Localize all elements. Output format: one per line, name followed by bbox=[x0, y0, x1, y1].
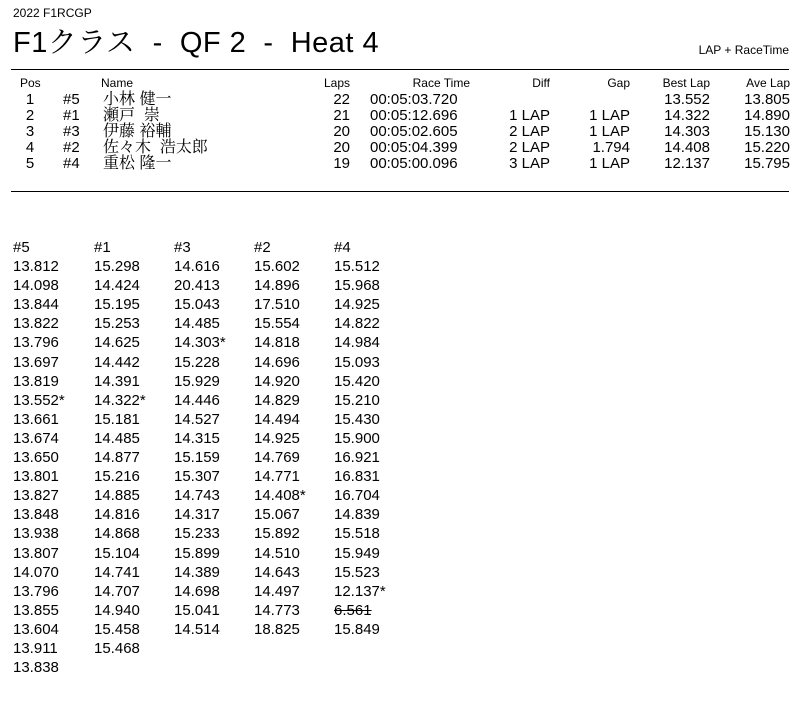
lap-column-header: #2 bbox=[254, 239, 271, 256]
lap-time: 14.625 bbox=[94, 334, 140, 352]
lap-time: 13.827 bbox=[13, 487, 59, 505]
lap-time: 14.925 bbox=[254, 429, 300, 447]
result-diff: 2 LAP bbox=[509, 139, 550, 156]
lap-time: 14.773 bbox=[254, 601, 300, 619]
lap-time: 17.510 bbox=[254, 296, 300, 314]
event-name: 2022 F1RCGP bbox=[13, 6, 92, 20]
lap-time: 15.512 bbox=[334, 258, 380, 276]
result-best-lap: 13.552 bbox=[664, 91, 710, 108]
lap-time: 14.769 bbox=[254, 449, 300, 467]
lap-time: 14.696 bbox=[254, 353, 300, 371]
lap-time: 13.674 bbox=[13, 429, 59, 447]
lap-time: 15.298 bbox=[94, 258, 140, 276]
result-name: 重松 隆一 bbox=[103, 155, 172, 172]
lap-time: 14.494 bbox=[254, 410, 300, 428]
lap-time: 18.825 bbox=[254, 620, 300, 638]
lap-time: 13.661 bbox=[13, 410, 59, 428]
result-best-lap: 12.137 bbox=[664, 155, 710, 172]
lap-time: 15.043 bbox=[174, 296, 220, 314]
lap-time: 15.307 bbox=[174, 468, 220, 486]
result-diff: 2 LAP bbox=[509, 123, 550, 140]
lap-time: 14.896 bbox=[254, 277, 300, 295]
lap-time: 14.818 bbox=[254, 334, 300, 352]
result-diff: 1 LAP bbox=[509, 107, 550, 124]
result-laps: 20 bbox=[333, 123, 350, 140]
lap-time: 13.552* bbox=[13, 391, 65, 409]
lap-column bbox=[174, 238, 226, 639]
result-race-time: 00:05:03.720 bbox=[370, 91, 458, 108]
result-ave-lap: 14.890 bbox=[744, 107, 790, 124]
result-row bbox=[0, 108, 800, 124]
result-no: #3 bbox=[63, 123, 80, 140]
lap-column-header: #1 bbox=[94, 239, 111, 256]
result-pos: 5 bbox=[25, 155, 35, 172]
lap-time: 14.389 bbox=[174, 563, 220, 581]
result-best-lap: 14.408 bbox=[664, 139, 710, 156]
lap-time: 15.093 bbox=[334, 353, 380, 371]
lap-time: 14.485 bbox=[174, 315, 220, 333]
lap-time: 15.968 bbox=[334, 277, 380, 295]
result-diff: 3 LAP bbox=[509, 155, 550, 172]
lap-time: 20.413 bbox=[174, 277, 220, 295]
lap-time: 14.940 bbox=[94, 601, 140, 619]
lap-time: 14.442 bbox=[94, 353, 140, 371]
lap-column bbox=[334, 238, 386, 639]
lap-time: 13.697 bbox=[13, 353, 59, 371]
col-header-gap: Gap bbox=[607, 76, 630, 90]
lap-time: 15.602 bbox=[254, 258, 300, 276]
result-ave-lap: 15.220 bbox=[744, 139, 790, 156]
result-gap: 1 LAP bbox=[589, 123, 630, 140]
result-no: #4 bbox=[63, 155, 80, 172]
lap-time: 15.949 bbox=[334, 544, 380, 562]
lap-time: 14.616 bbox=[174, 258, 220, 276]
lap-time: 14.446 bbox=[174, 391, 220, 409]
lap-time: 14.698 bbox=[174, 582, 220, 600]
lap-time: 14.885 bbox=[94, 487, 140, 505]
timing-mode: LAP + RaceTime bbox=[698, 43, 789, 57]
col-header-laps: Laps bbox=[323, 76, 350, 90]
lap-time: 14.317 bbox=[174, 506, 220, 524]
result-name: 小林 健一 bbox=[103, 91, 172, 108]
lap-time: 14.920 bbox=[254, 372, 300, 390]
result-name: 佐々木 浩太郎 bbox=[103, 139, 208, 156]
result-gap: 1 LAP bbox=[589, 107, 630, 124]
result-row bbox=[0, 124, 800, 140]
result-best-lap: 14.303 bbox=[664, 123, 710, 140]
result-gap: 1 LAP bbox=[589, 155, 630, 172]
result-race-time: 00:05:02.605 bbox=[370, 123, 458, 140]
result-race-time: 00:05:04.399 bbox=[370, 139, 458, 156]
lap-time: 13.911 bbox=[13, 639, 58, 657]
lap-time: 13.807 bbox=[13, 544, 59, 562]
lap-time: 15.195 bbox=[94, 296, 140, 314]
lap-time: 14.303* bbox=[174, 334, 226, 352]
lap-column-header: #4 bbox=[334, 239, 351, 256]
lap-time: 15.518 bbox=[334, 525, 380, 543]
lap-time: 15.468 bbox=[94, 639, 140, 657]
lap-column bbox=[94, 238, 146, 658]
results-rule bbox=[11, 191, 789, 192]
result-laps: 21 bbox=[333, 107, 350, 124]
lap-column-header: #5 bbox=[13, 239, 30, 256]
lap-time: 14.822 bbox=[334, 315, 380, 333]
lap-time: 16.831 bbox=[334, 468, 380, 486]
result-pos: 2 bbox=[25, 107, 35, 124]
lap-time: 14.877 bbox=[94, 449, 140, 467]
lap-time: 14.925 bbox=[334, 296, 380, 314]
result-ave-lap: 15.795 bbox=[744, 155, 790, 172]
lap-time: 15.233 bbox=[174, 525, 220, 543]
col-header-diff: Diff bbox=[532, 76, 550, 90]
result-race-time: 00:05:12.696 bbox=[370, 107, 458, 124]
lap-time: 14.070 bbox=[13, 563, 59, 581]
lap-time: 14.497 bbox=[254, 582, 300, 600]
lap-time: 15.899 bbox=[174, 544, 220, 562]
lap-time: 14.391 bbox=[94, 372, 140, 390]
lap-time: 14.510 bbox=[254, 544, 300, 562]
lap-time: 14.527 bbox=[174, 410, 220, 428]
lap-time: 15.228 bbox=[174, 353, 220, 371]
lap-time: 13.848 bbox=[13, 506, 59, 524]
lap-time: 15.430 bbox=[334, 410, 380, 428]
lap-time: 15.181 bbox=[94, 410, 140, 428]
result-laps: 20 bbox=[333, 139, 350, 156]
lap-time: 15.900 bbox=[334, 429, 380, 447]
header-rule bbox=[11, 69, 789, 70]
lap-column bbox=[13, 238, 65, 677]
lap-time: 14.408* bbox=[254, 487, 306, 505]
col-header-best-lap: Best Lap bbox=[662, 76, 710, 90]
lap-time: 14.643 bbox=[254, 563, 300, 581]
lap-time: 14.868 bbox=[94, 525, 140, 543]
result-row bbox=[0, 156, 800, 172]
result-best-lap: 14.322 bbox=[664, 107, 710, 124]
lap-time: 13.844 bbox=[13, 296, 59, 314]
lap-time: 14.741 bbox=[94, 563, 140, 581]
result-no: #5 bbox=[63, 91, 80, 108]
lap-time: 14.839 bbox=[334, 506, 380, 524]
lap-time: 14.424 bbox=[94, 277, 140, 295]
lap-column bbox=[254, 238, 306, 639]
result-laps: 19 bbox=[333, 155, 350, 172]
lap-time: 14.322* bbox=[94, 391, 146, 409]
lap-time: 14.816 bbox=[94, 506, 140, 524]
lap-time: 13.855 bbox=[13, 601, 59, 619]
lap-time: 15.216 bbox=[94, 468, 140, 486]
lap-time: 15.067 bbox=[254, 506, 300, 524]
lap-time: 14.771 bbox=[254, 468, 300, 486]
lap-time: 6.561 bbox=[334, 601, 372, 619]
lap-time: 15.420 bbox=[334, 372, 380, 390]
lap-time: 15.253 bbox=[94, 315, 140, 333]
lap-time: 15.892 bbox=[254, 525, 300, 543]
lap-time: 13.938 bbox=[13, 525, 59, 543]
result-no: #1 bbox=[63, 107, 80, 124]
result-pos: 4 bbox=[25, 139, 35, 156]
result-laps: 22 bbox=[333, 91, 350, 108]
result-gap: 1.794 bbox=[592, 139, 630, 156]
lap-time: 15.849 bbox=[334, 620, 380, 638]
page-title: F1クラス - QF 2 - Heat 4 bbox=[13, 27, 380, 59]
result-name: 瀬戸 崇 bbox=[103, 107, 160, 124]
lap-time: 14.315 bbox=[174, 429, 220, 447]
lap-time: 13.604 bbox=[13, 620, 59, 638]
lap-time: 15.041 bbox=[174, 601, 220, 619]
result-race-time: 00:05:00.096 bbox=[370, 155, 458, 172]
lap-time: 13.650 bbox=[13, 449, 59, 467]
lap-column-header: #3 bbox=[174, 239, 191, 256]
result-ave-lap: 15.130 bbox=[744, 123, 790, 140]
lap-time: 12.137* bbox=[334, 582, 386, 600]
result-ave-lap: 13.805 bbox=[744, 91, 790, 108]
lap-time: 14.707 bbox=[94, 582, 140, 600]
lap-time: 16.921 bbox=[334, 449, 380, 467]
lap-time: 14.829 bbox=[254, 391, 300, 409]
col-header-pos: Pos bbox=[20, 76, 41, 90]
col-header-race-time: Race Time bbox=[412, 76, 470, 90]
lap-time: 13.796 bbox=[13, 582, 59, 600]
lap-time: 15.104 bbox=[94, 544, 140, 562]
result-name: 伊藤 裕輔 bbox=[103, 123, 172, 140]
lap-time: 13.822 bbox=[13, 315, 59, 333]
result-row bbox=[0, 92, 800, 108]
lap-time: 14.098 bbox=[13, 277, 59, 295]
lap-time: 14.514 bbox=[174, 620, 220, 638]
lap-time: 13.838 bbox=[13, 659, 59, 677]
lap-time: 14.984 bbox=[334, 334, 380, 352]
lap-time: 13.801 bbox=[13, 468, 59, 486]
lap-time: 14.485 bbox=[94, 429, 140, 447]
lap-time: 15.554 bbox=[254, 315, 300, 333]
col-header-ave-lap: Ave Lap bbox=[746, 76, 790, 90]
result-row bbox=[0, 140, 800, 156]
lap-time: 15.929 bbox=[174, 372, 220, 390]
lap-time: 13.819 bbox=[13, 372, 59, 390]
result-pos: 1 bbox=[25, 91, 35, 108]
col-header-name: Name bbox=[101, 76, 134, 90]
lap-time: 15.458 bbox=[94, 620, 140, 638]
lap-time: 16.704 bbox=[334, 487, 380, 505]
lap-time: 15.523 bbox=[334, 563, 380, 581]
lap-time: 13.796 bbox=[13, 334, 59, 352]
result-pos: 3 bbox=[25, 123, 35, 140]
lap-time: 14.743 bbox=[174, 487, 220, 505]
result-no: #2 bbox=[63, 139, 80, 156]
lap-time: 15.159 bbox=[174, 449, 220, 467]
lap-time: 13.812 bbox=[13, 258, 59, 276]
lap-time: 15.210 bbox=[334, 391, 380, 409]
